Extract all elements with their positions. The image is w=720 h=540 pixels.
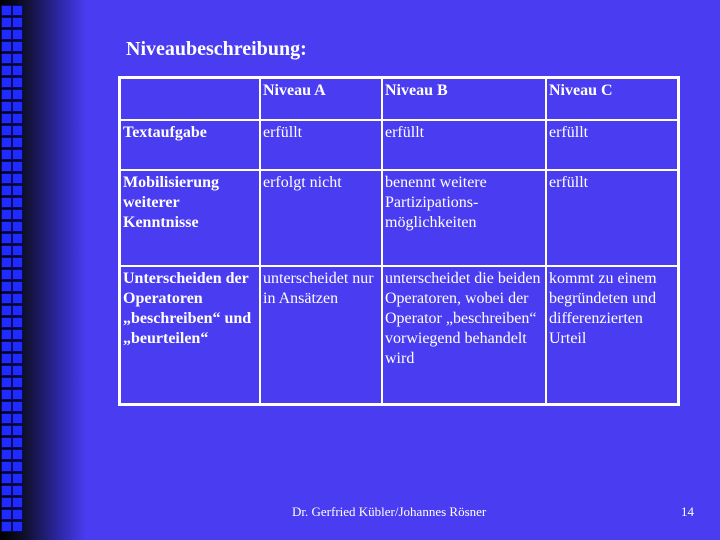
decorative-square: [13, 354, 22, 363]
decorative-square: [13, 282, 22, 291]
decorative-square: [13, 198, 22, 207]
decorative-square: [13, 126, 22, 135]
decorative-square: [13, 210, 22, 219]
decorative-square: [2, 318, 11, 327]
decorative-square: [2, 210, 11, 219]
table-row: [120, 170, 679, 266]
decorative-square: [13, 150, 22, 159]
decorative-square: [2, 126, 11, 135]
decorative-square: [2, 162, 11, 171]
table-cell: benennt weitere Partizipations-möglichkeiten: [382, 170, 546, 266]
page-number: 14: [681, 504, 694, 519]
decorative-square: [2, 450, 11, 459]
level-description-table: [118, 76, 680, 406]
decorative-square: [2, 354, 11, 363]
decorative-square: [13, 174, 22, 183]
table-cell: erfüllt: [260, 120, 382, 170]
decorative-square: [2, 138, 11, 147]
decorative-square: [2, 102, 11, 111]
decorative-square: [2, 330, 11, 339]
decorative-square: [13, 414, 22, 423]
decorative-square: [2, 402, 11, 411]
decorative-square: [2, 462, 11, 471]
decorative-square: [13, 222, 22, 231]
decorative-square: [13, 246, 22, 255]
decorative-square: [13, 474, 22, 483]
decorative-square: [2, 378, 11, 387]
decorative-square: [13, 138, 22, 147]
decorative-square: [2, 426, 11, 435]
decorative-square: [13, 438, 22, 447]
decorative-square: [13, 162, 22, 171]
decorative-square: [2, 258, 11, 267]
decorative-square: [13, 294, 22, 303]
table-row: [120, 120, 679, 170]
table-header-row: [120, 78, 679, 120]
decorative-square: [13, 318, 22, 327]
decorative-square: [2, 186, 11, 195]
decorative-square: [13, 306, 22, 315]
square-pattern-column: [0, 0, 22, 540]
decorative-square: [2, 198, 11, 207]
decorative-square: [13, 270, 22, 279]
decorative-square: [2, 414, 11, 423]
decorative-square: [2, 150, 11, 159]
table-cell: erfüllt: [546, 170, 679, 266]
decorative-square: [2, 42, 11, 51]
decorative-square: [13, 42, 22, 51]
footer-author: Dr. Gerfried Kübler/Johannes Rösner: [292, 504, 487, 519]
decorative-square: [2, 6, 11, 15]
decorative-square: [13, 366, 22, 375]
decorative-square: [2, 510, 11, 519]
decorative-square: [2, 342, 11, 351]
decorative-square: [13, 78, 22, 87]
decorative-square: [2, 282, 11, 291]
table-row: [120, 266, 679, 405]
decorative-square: [13, 510, 22, 519]
decorative-square: [13, 114, 22, 123]
decorative-square: [2, 234, 11, 243]
decorative-square: [2, 366, 11, 375]
table-cell: kommt zu einem begründeten und differenzierten Urteil: [546, 266, 679, 405]
decorative-square: [2, 486, 11, 495]
table-cell: erfüllt: [382, 120, 546, 170]
header-cell-niveau-a: Niveau A: [260, 78, 382, 120]
decorative-square: [13, 102, 22, 111]
decorative-square: [2, 222, 11, 231]
decorative-square: [13, 390, 22, 399]
decorative-square: [2, 18, 11, 27]
header-cell-niveau-b: Niveau B: [382, 78, 546, 120]
decorative-square: [13, 66, 22, 75]
decorative-square: [2, 270, 11, 279]
decorative-square: [2, 90, 11, 99]
decorative-square: [2, 390, 11, 399]
decorative-square: [2, 174, 11, 183]
decorative-square: [13, 18, 22, 27]
decorative-square: [2, 498, 11, 507]
decorative-square: [2, 474, 11, 483]
decorative-square: [2, 306, 11, 315]
decorative-square: [2, 54, 11, 63]
table-cell: unterscheidet die beiden Operatoren, wobei der Operator „beschreiben“ vorwiegend behandelt wird: [382, 266, 546, 405]
decorative-square: [13, 54, 22, 63]
decorative-square: [13, 462, 22, 471]
header-cell-niveau-c: Niveau C: [546, 78, 679, 120]
decorative-square: [2, 114, 11, 123]
decorative-square: [2, 294, 11, 303]
decorative-square: [13, 258, 22, 267]
decorative-square: [2, 66, 11, 75]
decorative-square: [13, 402, 22, 411]
decorative-square: [13, 498, 22, 507]
row-label: Mobilisierung weiterer Kenntnisse: [120, 170, 261, 266]
decorative-square: [2, 246, 11, 255]
header-cell-empty: [120, 78, 261, 120]
decorative-square: [13, 90, 22, 99]
decorative-square: [13, 522, 22, 531]
decorative-square: [13, 6, 22, 15]
decorative-square: [13, 450, 22, 459]
decorative-square: [13, 378, 22, 387]
decorative-square: [2, 522, 11, 531]
row-label: Unterscheiden der Operatoren „beschreiben“ und „beurteilen“: [120, 266, 261, 405]
table-cell: erfolgt nicht: [260, 170, 382, 266]
decorative-square: [2, 78, 11, 87]
table-cell: unterscheidet nur in Ansätzen: [260, 266, 382, 405]
decorative-square: [13, 186, 22, 195]
table-cell: erfüllt: [546, 120, 679, 170]
decorative-square: [13, 30, 22, 39]
decorative-square: [13, 330, 22, 339]
decorative-square: [2, 30, 11, 39]
decorative-square: [13, 234, 22, 243]
slide-title: Niveaubeschreibung:: [126, 38, 307, 60]
decorative-square: [13, 486, 22, 495]
decorative-square: [13, 426, 22, 435]
decorative-square: [2, 438, 11, 447]
decorative-square: [13, 342, 22, 351]
row-label: Textaufgabe: [120, 120, 261, 170]
